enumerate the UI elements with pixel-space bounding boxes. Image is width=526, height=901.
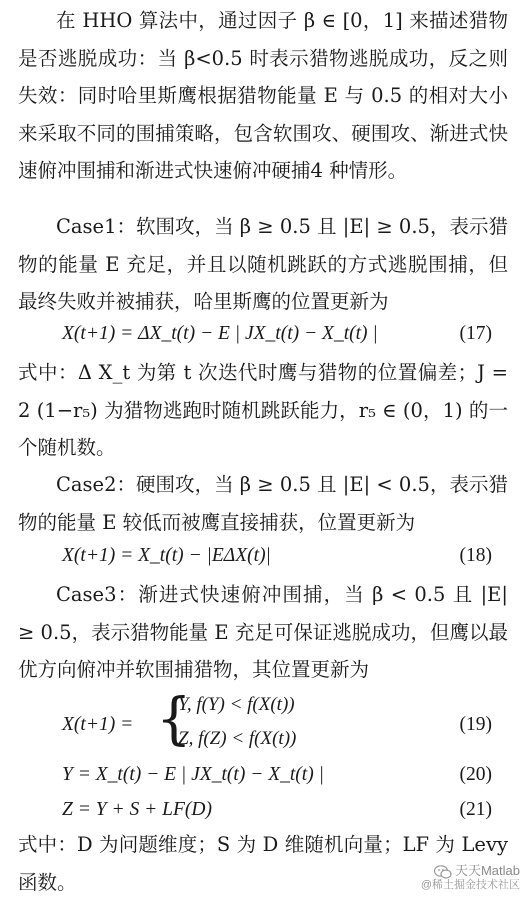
- paragraph-case2: Case2：硬围攻，当 β ≥ 0.5 且 |E| < 0.5，表示猎物的能量 E 较低而被鹰直接捕获，位置更新为: [18, 473, 508, 534]
- equation-21-expr: Z = Y + S + LF(D): [62, 799, 212, 820]
- paragraph-notation-2: 式中：D 为问题维度；S 为 D 维随机向量；LF 为 Levy 函数。: [18, 833, 508, 894]
- equation-17-expr: X(t+1) = ΔX_t(t) − E | JX_t(t) − X_t(t) |: [62, 323, 378, 344]
- equation-20-expr: Y = X_t(t) − E | JX_t(t) − X_t(t) |: [62, 764, 324, 785]
- equation-19: [18, 687, 508, 760]
- equation-19-case2: Z, f(Z) < f(X(t)): [178, 728, 297, 749]
- equation-19-number: (19): [459, 714, 492, 735]
- equation-18-number: (18): [459, 545, 492, 566]
- paragraph-intro: 在 HHO 算法中，通过因子 β ∈ [0，1] 来描述猎物是否逃脱成功：当 β<0.5 时表示猎物逃脱成功，反之则失效：同时哈里斯鹰根据猎物能量 E 与 0.5 的相对大小来采取不同的围捕策略，包含软围攻、硬围攻、渐进式快速俯冲围捕和渐进式快速俯冲硬捕4 种情形。: [18, 9, 508, 182]
- equation-20: [18, 756, 508, 794]
- watermark-source: @稀土掘金技术社区: [420, 879, 520, 891]
- paragraph-notation-1: 式中：Δ X_t 为第 t 次迭代时鹰与猎物的位置偏差；J = 2 (1−r₅) 为猎物逃跑时随机跳跃能力，r₅ ∈ (0，1) 的一个随机数。: [18, 361, 508, 459]
- paragraph-case1: Case1：软围攻，当 β ≥ 0.5 且 |E| ≥ 0.5，表示猎物的能量 E 充足，并且以随机跳跃的方式逃脱围捕，但最终失败并被捕获，哈里斯鹰的位置更新为: [18, 215, 508, 313]
- equation-21: [18, 791, 508, 829]
- equation-18-expr: X(t+1) = X_t(t) − |EΔX(t)|: [62, 545, 271, 566]
- equation-18: [18, 537, 508, 575]
- wechat-icon: [434, 865, 452, 879]
- equation-21-number: (21): [459, 799, 492, 820]
- equation-20-number: (20): [459, 764, 492, 785]
- watermark: [421, 864, 520, 892]
- equation-17-number: (17): [459, 323, 492, 344]
- watermark-brand: 天天Matlab: [454, 863, 520, 879]
- paragraph-case3: Case3：渐进式快速俯冲围捕，当 β < 0.5 且 |E| ≥ 0.5，表示猎物能量 E 充足可保证逃脱成功，但鹰以最优方向俯冲并软围捕猎物，其位置更新为: [18, 583, 508, 681]
- equation-19-brace: {: [156, 687, 192, 752]
- equation-19-lhs: X(t+1) =: [62, 714, 134, 735]
- equation-17: [18, 315, 508, 353]
- equation-19-case1: Y, f(Y) < f(X(t)): [178, 694, 295, 715]
